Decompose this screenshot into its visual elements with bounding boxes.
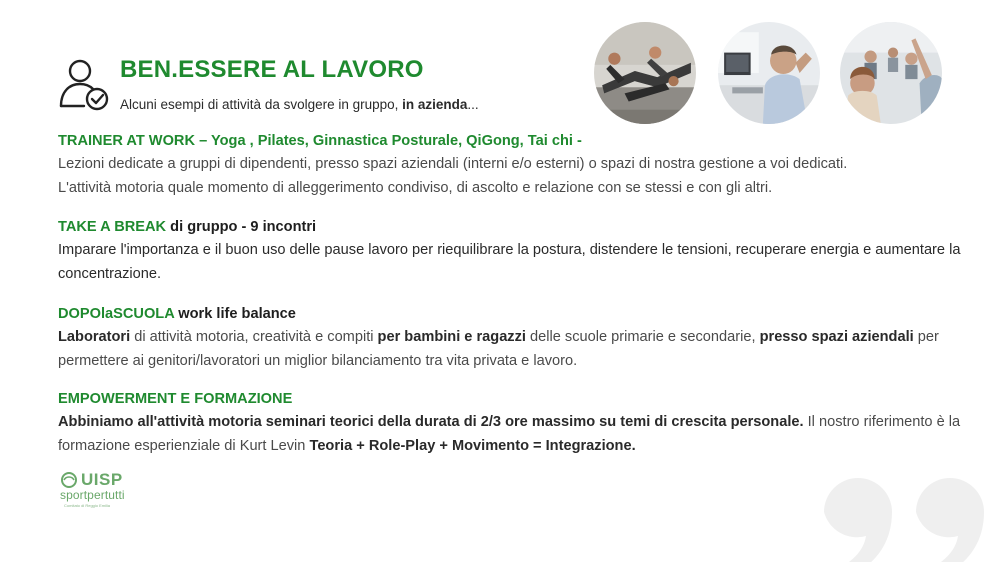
section-text-line: Lezioni dedicate a gruppi di dipendenti, presso spazi aziendali (interni e/o esterni) o spazi di nostra gestione a voi dedicati. [58,156,848,172]
section-heading [58,216,978,238]
logo-uisp-text: UISP [81,470,123,489]
uisp-mark-icon [60,472,78,488]
logo-sport-text: sportpertutti [60,488,125,502]
plain-text: delle scuole primarie e secondarie, [525,329,760,345]
section-text-line: L'attività motoria quale momento di alleggerimento condiviso, di ascolto e relazione con se stessi e con gli altri. [58,180,773,196]
section-text: Imparare l'importanza e il buon uso delle pause lavoro per riequilibrare la postura, distendere le tensioni, recuperare energia e aumentare la concentrazione. [58,242,961,282]
yoga-class-photo [594,22,696,124]
section-take-a-break [58,216,978,286]
bold-text: Abbiniamo all'attività motoria seminari teorici della durata di 2/3 ore massimo su temi di crescita personale. [58,414,804,430]
section-doposcuola [58,303,978,373]
plain-text: Il nostro riferimento è la formazione esperienziale di Kurt Levin [58,414,961,454]
section-heading [58,388,978,410]
heading-highlight: EMPOWERMENT E FORMAZIONE [58,391,293,407]
bold-text: per bambini e ragazzi [377,329,526,345]
subtitle-text: Alcuni esempi di attività da svolgere in gruppo, [120,97,403,112]
heading-rest: di gruppo - 9 incontri [166,219,317,235]
section-text [58,325,978,373]
office-worker-neck-pain-photo [718,22,820,124]
heading-rest: – Yoga , Pilates, Ginnastica Posturale, QiGong, Tai chi - [195,133,582,149]
page-subtitle [120,97,479,112]
bold-text: Teoria + Role-Play + Movimento = Integrazione. [309,438,636,454]
bold-text: Laboratori [58,329,131,345]
seminar-audience-photo [840,22,942,124]
heading-highlight: DOPOlaSCUOLA [58,306,175,322]
logo-committee-text: Comitato di Reggio Emilia [64,503,111,508]
plain-text: per permettere ai genitori/lavoratori un miglior bilanciamento tra vita privata e lavoro. [58,329,939,369]
section-trainer-at-work [58,130,978,200]
section-heading [58,130,978,152]
user-check-icon [58,58,110,112]
quote-mark-icon [816,442,1000,562]
section-empowerment [58,388,978,458]
subtitle-bold: in azienda [402,97,468,112]
section-heading [58,303,978,325]
heading-highlight: TAKE A BREAK [58,219,167,235]
bold-text: presso spazi aziendali [759,329,914,345]
plain-text: di attività motoria, creatività e compiti [130,329,378,345]
uisp-logo [60,470,144,516]
section-text [58,410,978,458]
heading-rest: work life balance [174,306,296,322]
page-title: BEN.ESSERE AL LAVORO [120,56,424,83]
heading-highlight: TRAINER AT WORK [58,133,196,149]
subtitle-ellipsis: ... [467,97,479,112]
